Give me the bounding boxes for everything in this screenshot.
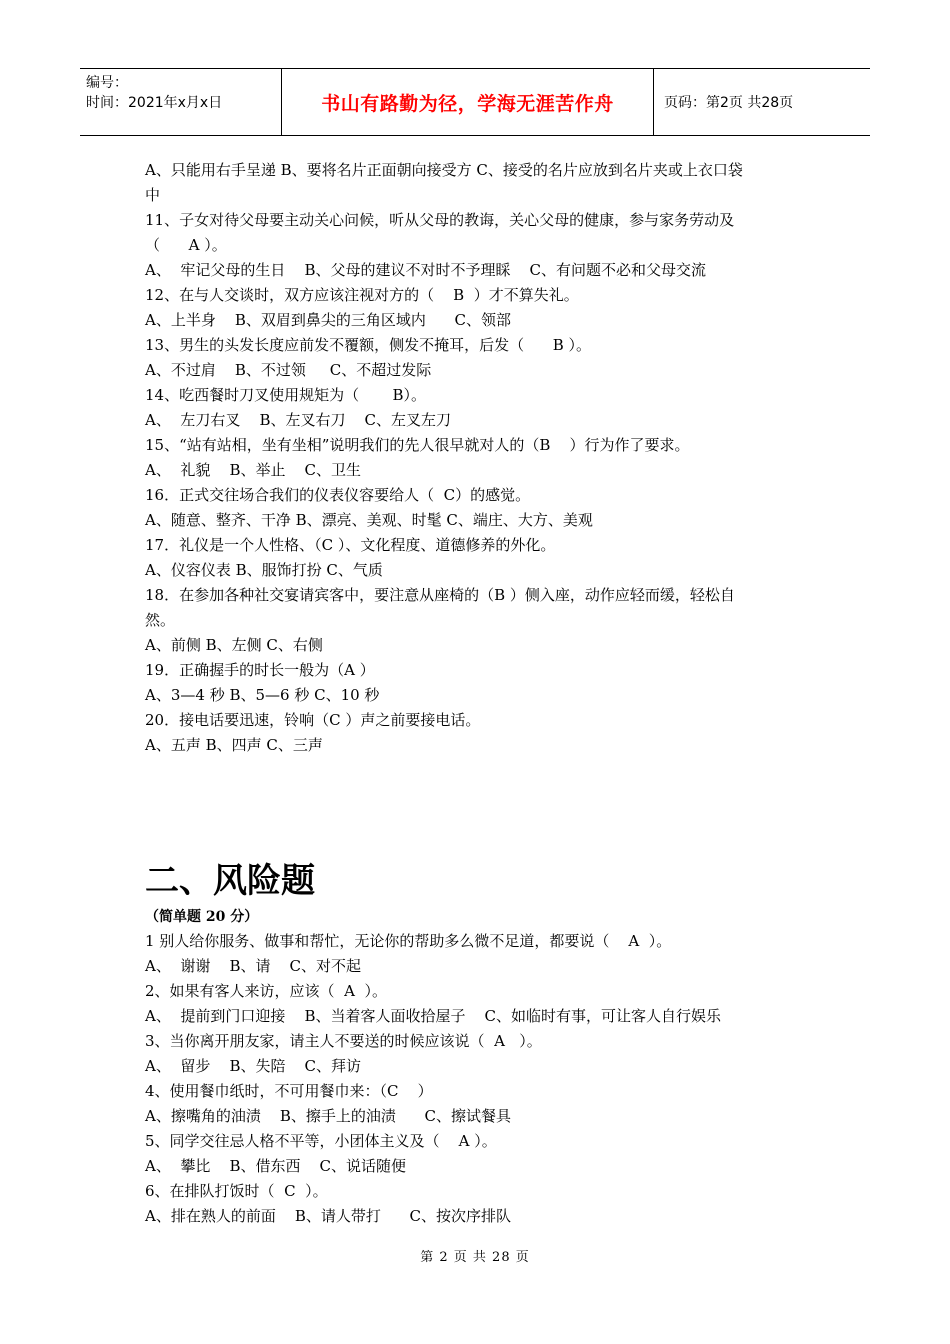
text-line: A、前侧 B、左侧 C、右侧 xyxy=(145,636,323,654)
text-line: A、 提前到门口迎接 B、当着客人面收拾屋子 C、如临时有事，可让客人自行娱乐 xyxy=(145,1007,722,1025)
page-header xyxy=(80,68,870,136)
text-line: 15、“站有站相，坐有坐相”说明我们的先人很早就对人的（B ）行为作了要求。 xyxy=(145,436,690,454)
text-line: 6、在排队打饭时（ C ）。 xyxy=(145,1182,328,1200)
text-line: 20．接电话要迅速，铃响（C ）声之前要接电话。 xyxy=(145,711,481,729)
page-footer: 第 2 页 共 28 页 xyxy=(420,1250,530,1265)
header-motto: 书山有路勤为径，学海无涯苦作舟 xyxy=(282,69,654,135)
text-line: 13、男生的头发长度应前发不覆额，侧发不掩耳，后发（ B ）。 xyxy=(145,336,591,354)
text-line: A、 左刀右叉 B、左叉右刀 C、左叉左刀 xyxy=(145,411,452,429)
header-meta xyxy=(80,69,282,135)
text-line: A、五声 B、四声 C、三声 xyxy=(145,736,323,754)
header-time-label: 时间：2021年x月x日 xyxy=(86,95,223,111)
header-number-label: 编号： xyxy=(86,75,128,91)
text-line: A、3—4 秒 B、5—6 秒 C、10 秒 xyxy=(145,686,380,704)
text-line: A、只能用右手呈递 B、要将名片正面朝向接受方 C、接受的名片应放到名片夹或上衣口袋 xyxy=(145,161,743,179)
header-page-info: 页码：第2页 共28页 xyxy=(664,95,794,111)
text-line: 5、同学交往忌人格不平等，小团体主义及（ A ）。 xyxy=(145,1132,497,1150)
text-line: A、擦嘴角的油渍 B、擦手上的油渍 C、擦试餐具 xyxy=(145,1107,512,1125)
text-line: 18．在参加各种社交宴请宾客中，要注意从座椅的（B ）侧入座，动作应轻而缓，轻松自 xyxy=(145,586,735,604)
text-line: A、不过肩 B、不过领 C、不超过发际 xyxy=(145,361,432,379)
text-line: A、 留步 B、失陪 C、拜访 xyxy=(145,1057,362,1075)
text-line: A、上半身 B、双眉到鼻尖的三角区域内 C、领部 xyxy=(145,311,512,329)
text-line: 然。 xyxy=(145,611,176,629)
text-line: A、 牢记父母的生日 B、父母的建议不对时不予理睬 C、有问题不必和父母交流 xyxy=(145,261,707,279)
text-line: 12、在与人交谈时，双方应该注视对方的（ B ）才不算失礼。 xyxy=(145,286,579,304)
text-line: A、随意、整齐、干净 B、漂亮、美观、时髦 C、端庄、大方、美观 xyxy=(145,511,593,529)
text-line: （ A ）。 xyxy=(145,236,227,254)
part1-questions xyxy=(145,158,810,758)
text-line: 16．正式交往场合我们的仪表仪容要给人（ C）的感觉。 xyxy=(145,486,531,504)
text-line: 中 xyxy=(145,186,161,204)
text-line: 14、吃西餐时刀叉使用规矩为（ B）。 xyxy=(145,386,426,404)
text-line: 4、使用餐巾纸时，不可用餐巾来：（C ） xyxy=(145,1082,433,1100)
text-line: 11、子女对待父母要主动关心问候，听从父母的教诲，关心父母的健康，参与家务劳动及 xyxy=(145,211,735,229)
text-line: A、 攀比 B、借东西 C、说话随便 xyxy=(145,1157,407,1175)
text-line: 1 别人给你服务、做事和帮忙，无论你的帮助多么微不足道，都要说（ A ）。 xyxy=(145,932,672,950)
text-line: A、仪容仪表 B、服饰打扮 C、气质 xyxy=(145,561,383,579)
text-line: 2、如果有客人来访，应该（ A ）。 xyxy=(145,982,387,1000)
text-line: A、 谢谢 B、请 C、对不起 xyxy=(145,957,362,975)
section-title: 二、风险题 xyxy=(145,861,315,901)
text-line: 3、当你离开朋友家，请主人不要送的时候应该说（ A ）。 xyxy=(145,1032,542,1050)
text-line: A、 礼貌 B、举止 C、卫生 xyxy=(145,461,362,479)
text-line: 19．正确握手的时长一般为（A ） xyxy=(145,661,375,679)
text-line: 17．礼仪是一个人性格、（C ）、文化程度、道德修养的外化。 xyxy=(145,536,556,554)
section-subtitle: （简单题 20 分） xyxy=(145,909,259,925)
text-line: A、排在熟人的前面 B、请人带打 C、按次序排队 xyxy=(145,1207,512,1225)
part2-questions xyxy=(145,905,810,1229)
